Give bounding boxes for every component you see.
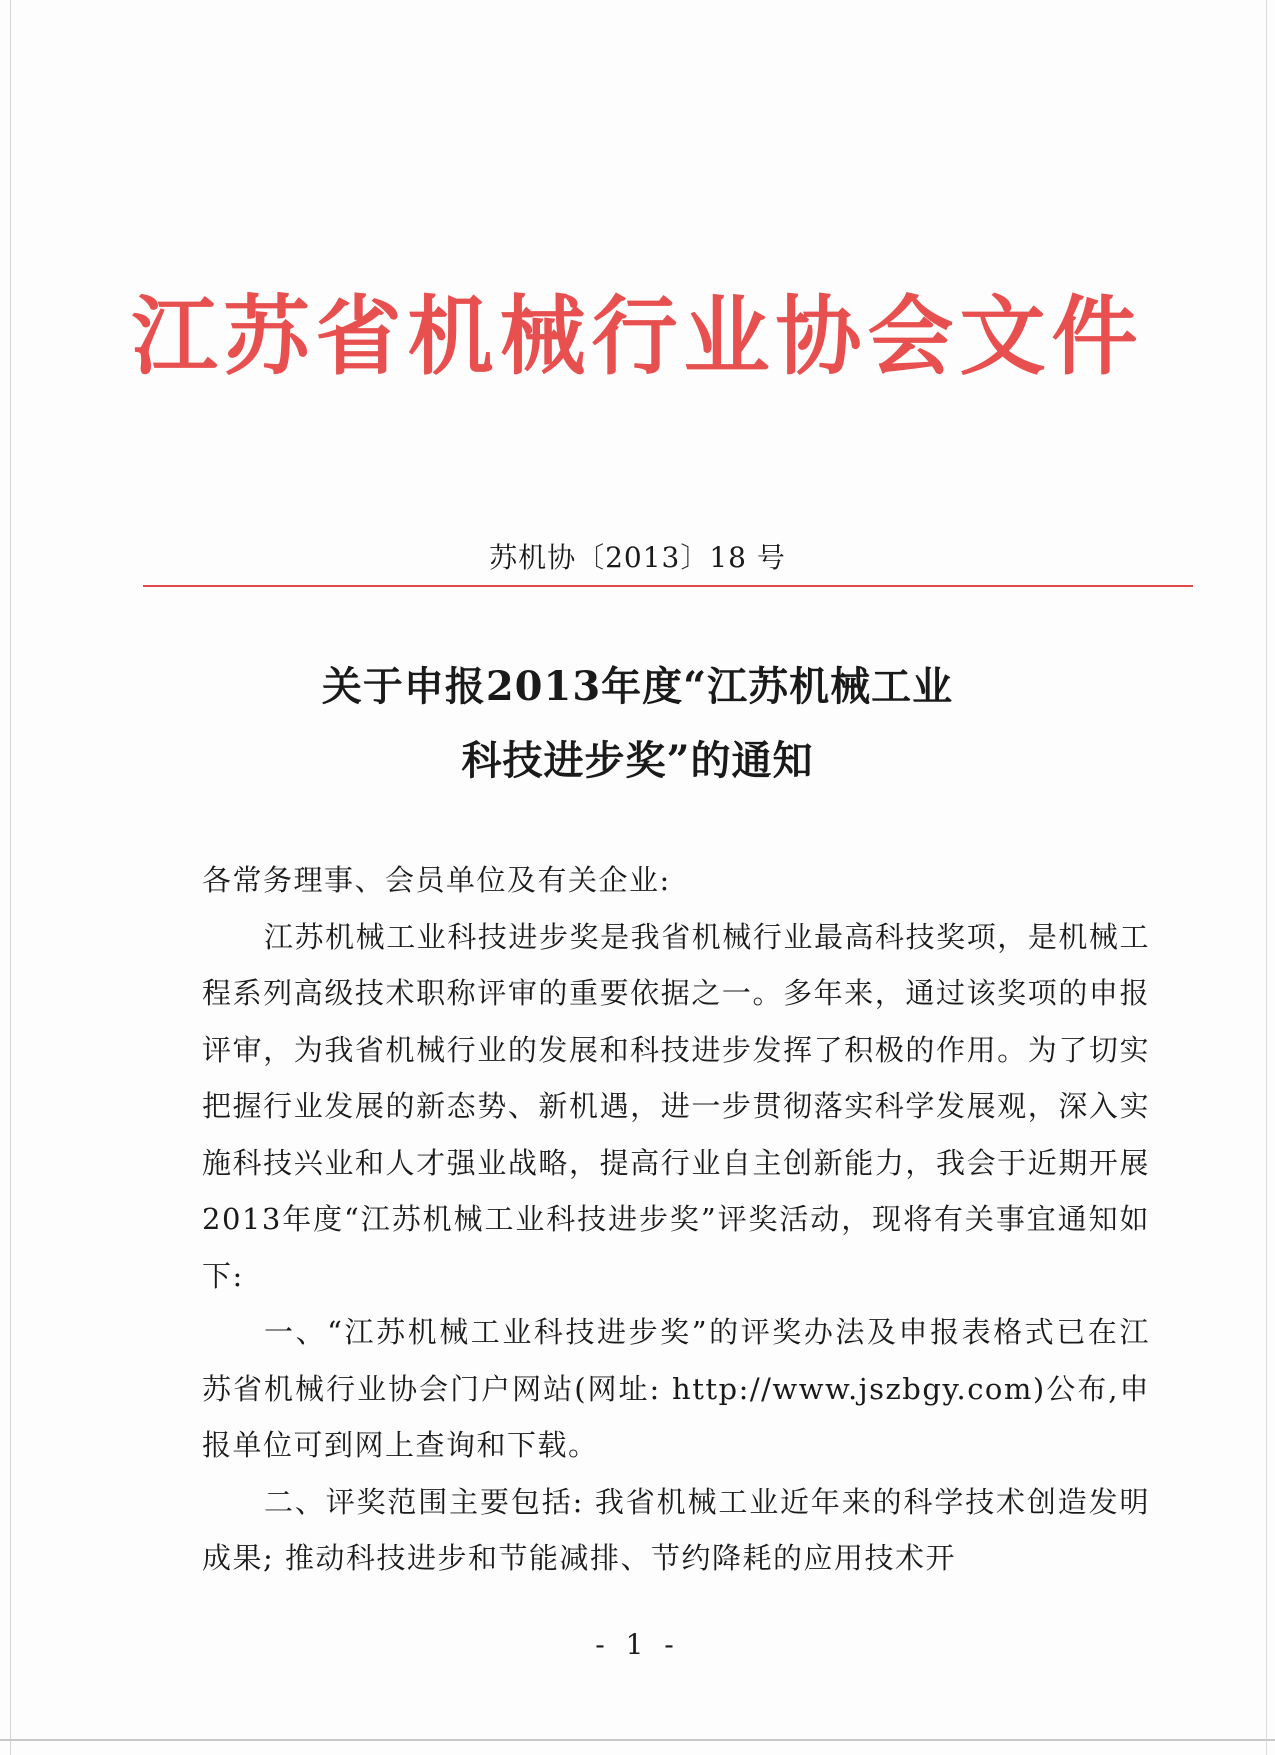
body-paragraph-3: 二、评奖范围主要包括: 我省机械工业近年来的科学技术创造发明成果; 推动科技进步和节能减排、节约降耗的应用技术开 [202,1484,1150,1575]
body-paragraph-2: 一、“江苏机械工业科技进步奖”的评奖办法及申报表格式已在江苏省机械行业协会门户网站(网址: http://www.jszbgy.com)公布,申报单位可到网上查询和下载。 [202,1315,1150,1462]
document-number: 苏机协〔2013〕18 号 [489,541,786,574]
notice-title-line-2: 科技进步奖”的通知 [461,737,814,784]
notice-title-line-1: 关于申报2013年度“江苏机械工业 [321,663,954,710]
red-divider-rule [143,585,1193,587]
salutation: 各常务理事、会员单位及有关企业: [202,863,671,897]
body-paragraph-1: 江苏机械工业科技进步奖是我省机械行业最高科技奖项，是机械工程系列高级技术职称评审的重要依据之一。多年来，通过该奖项的申报评审，为我省机械行业的发展和科技进步发挥了积极的作用。为了切实把握行业发展的新态势、新机遇，进一步贯彻落实科学发展观，深入实施科技兴业和人才强业战略，提高行业自主创新能力，我会于近期开展2013年度“江苏机械工业科技进步奖”评奖活动，现将有关事宜通知如下: [202,919,1150,1293]
scan-edge-left [10,0,11,1755]
scan-edge-right [1266,0,1267,1755]
document-masthead: 江苏省机械行业协会文件 [131,286,1144,387]
scan-edge-bottom [0,1739,1275,1741]
page-number: - 1 - [595,1628,680,1661]
notice-body [202,852,1150,1587]
